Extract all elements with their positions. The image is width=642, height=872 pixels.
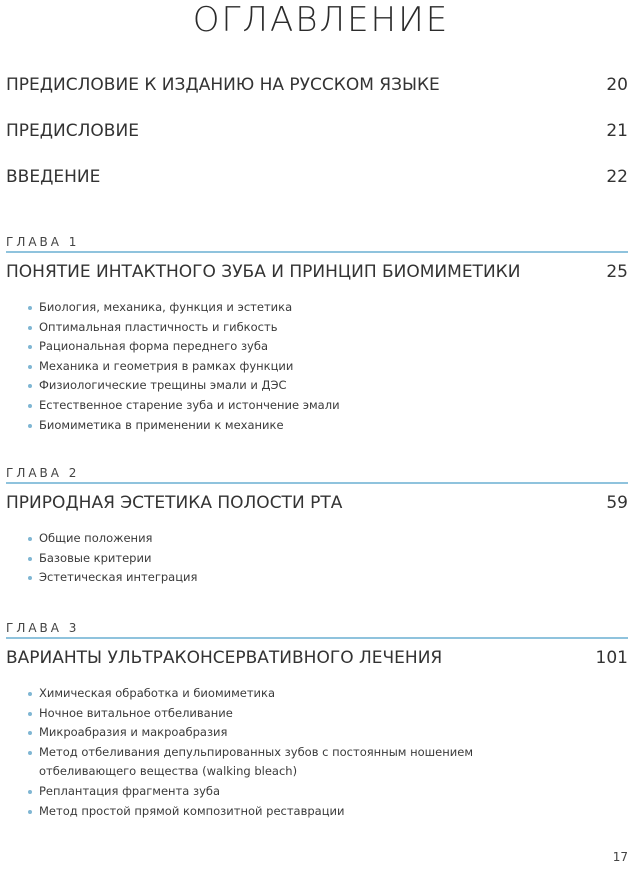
chapter-page: 59 (606, 493, 628, 513)
chapter-2-label: ГЛАВА 2 (6, 466, 80, 480)
toc-entry-foreword[interactable] (6, 121, 628, 141)
list-item[interactable]: Естественное старение зуба и истончение эмали (28, 396, 340, 416)
toc-entry-foreword-russian[interactable] (6, 75, 628, 95)
list-item[interactable]: Рациональная форма переднего зуба (28, 337, 340, 357)
toc-entry-page: 22 (606, 167, 628, 187)
chapter-3-sections (28, 684, 473, 821)
toc-entry-page: 20 (606, 75, 628, 95)
chapter-3-title-row[interactable] (6, 648, 628, 668)
chapter-2-divider (6, 482, 628, 484)
list-item[interactable]: Метод отбеливания депульпированных зубов с постоянным ношением (28, 743, 473, 763)
list-item[interactable]: Реплантация фрагмента зуба (28, 782, 473, 802)
list-item[interactable]: Эстетическая интеграция (28, 568, 197, 588)
chapter-2-sections (28, 529, 197, 588)
toc-entry-label: ВВЕДЕНИЕ (6, 167, 101, 187)
list-item[interactable]: Микроабразия и макроабразия (28, 723, 473, 743)
list-item[interactable]: Ночное витальное отбеливание (28, 704, 473, 724)
chapter-1-divider (6, 251, 628, 253)
chapter-1-label: ГЛАВА 1 (6, 235, 80, 249)
list-item-continuation[interactable]: отбеливающего вещества (walking bleach) (39, 764, 298, 779)
chapter-title: ВАРИАНТЫ УЛЬТРАКОНСЕРВАТИВНОГО ЛЕЧЕНИЯ (6, 648, 443, 668)
chapter-title: ПОНЯТИЕ ИНТАКТНОГО ЗУБА И ПРИНЦИП БИОМИМЕТИКИ (6, 262, 521, 282)
list-item[interactable]: Базовые критерии (28, 549, 197, 569)
list-item[interactable]: Биомиметика в применении к механике (28, 416, 340, 436)
page-title: ОГЛАВЛЕНИЕ (192, 0, 450, 40)
list-item[interactable]: Механика и геометрия в рамках функции (28, 357, 340, 377)
toc-entry-label: ПРЕДИСЛОВИЕ К ИЗДАНИЮ НА РУССКОМ ЯЗЫКЕ (6, 75, 440, 95)
chapter-page: 101 (595, 648, 628, 668)
chapter-3-divider (6, 637, 628, 639)
chapter-page: 25 (606, 262, 628, 282)
chapter-2-title-row[interactable] (6, 493, 628, 513)
toc-entry-label: ПРЕДИСЛОВИЕ (6, 121, 139, 141)
chapter-3-label: ГЛАВА 3 (6, 621, 80, 635)
list-item[interactable]: Биология, механика, функция и эстетика (28, 298, 340, 318)
list-item[interactable]: Оптимальная пластичность и гибкость (28, 318, 340, 338)
list-item[interactable]: Общие положения (28, 529, 197, 549)
chapter-1-sections (28, 298, 340, 435)
chapter-title: ПРИРОДНАЯ ЭСТЕТИКА ПОЛОСТИ РТА (6, 493, 343, 513)
list-item[interactable]: Физиологические трещины эмали и ДЭС (28, 376, 340, 396)
list-item[interactable]: Метод простой прямой композитной реставрации (28, 802, 473, 822)
chapter-1-title-row[interactable] (6, 262, 628, 282)
page-number: 17 (612, 850, 628, 864)
toc-entry-introduction[interactable] (6, 167, 628, 187)
list-item[interactable]: Химическая обработка и биомиметика (28, 684, 473, 704)
toc-entry-page: 21 (606, 121, 628, 141)
